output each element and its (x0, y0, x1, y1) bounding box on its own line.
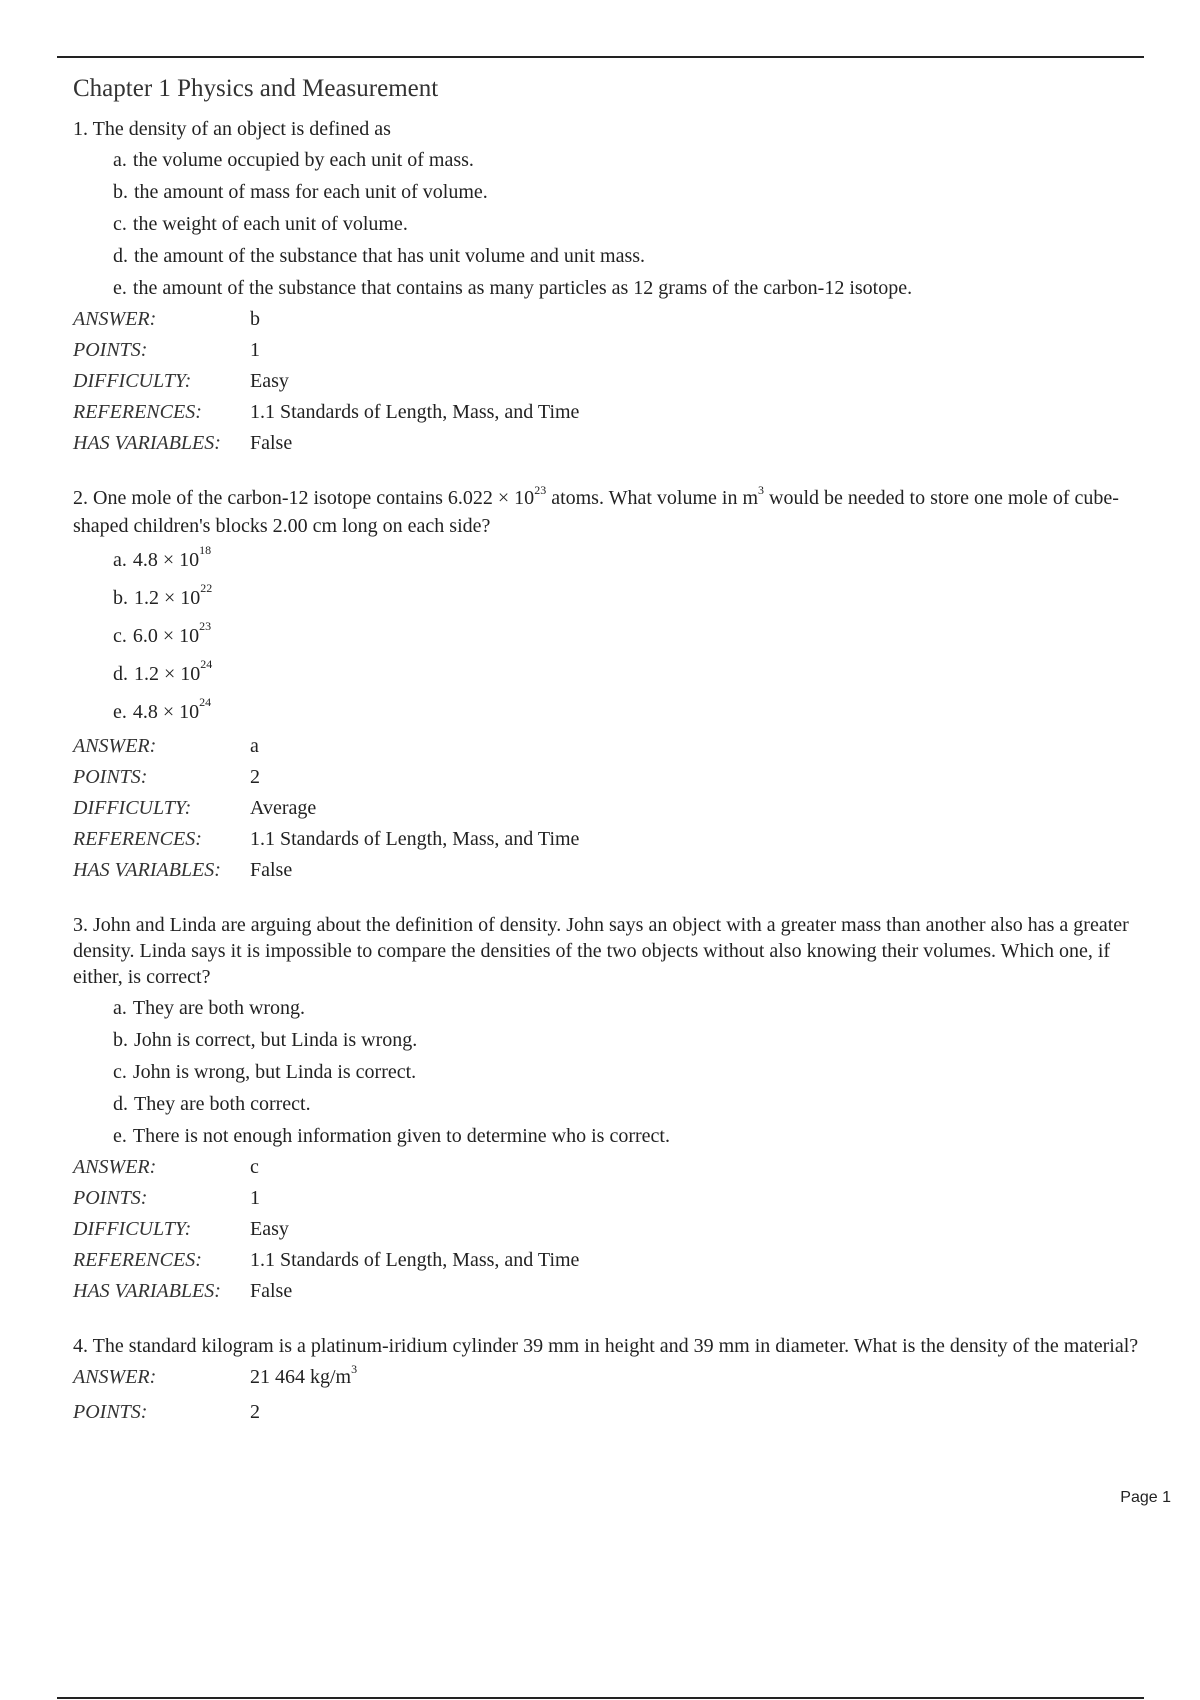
question-1 (73, 116, 1163, 459)
option-letter: c. (113, 213, 127, 235)
has-variables-label: HAS VARIABLES: (73, 859, 221, 881)
option-text: 4.8 × 10 (132, 701, 200, 723)
option-letter: e. (113, 277, 127, 299)
references-value: 1.1 Standards of Length, Mass, and Time (250, 1249, 580, 1271)
option-text: John is correct, but Linda is wrong. (134, 1029, 418, 1051)
exponent: 24 (200, 657, 213, 671)
has-variables-row (73, 428, 1163, 459)
option-d (113, 240, 1163, 272)
option-letter: a. (113, 549, 127, 571)
exponent: 23 (199, 619, 212, 633)
difficulty-label: DIFFICULTY: (73, 370, 192, 392)
references-row (73, 1245, 1163, 1276)
option-text: the volume occupied by each unit of mass. (132, 149, 474, 171)
option-text: They are both correct. (134, 1093, 311, 1115)
has-variables-row (73, 1276, 1163, 1307)
option-c (113, 617, 1163, 655)
exponent: 3 (758, 483, 765, 497)
has-variables-label: HAS VARIABLES: (73, 1280, 221, 1302)
question-2-stem (73, 485, 1163, 539)
points-label: POINTS: (73, 1401, 148, 1423)
option-e (113, 693, 1163, 731)
option-a (113, 541, 1163, 579)
chapter-title: Chapter 1 Physics and Measurement (73, 75, 439, 102)
option-c (113, 1056, 1163, 1088)
difficulty-label: DIFFICULTY: (73, 797, 192, 819)
answer-row (73, 1359, 1163, 1397)
has-variables-row (73, 855, 1163, 886)
option-a (113, 144, 1163, 176)
page-number: Page 1 (1120, 1489, 1171, 1506)
references-value: 1.1 Standards of Length, Mass, and Time (250, 828, 580, 850)
option-text: John is wrong, but Linda is correct. (132, 1061, 417, 1083)
points-row (73, 335, 1163, 366)
has-variables-value: False (250, 859, 293, 881)
option-e (113, 1120, 1163, 1152)
points-label: POINTS: (73, 1187, 148, 1209)
answer-row (73, 731, 1163, 762)
option-d (113, 655, 1163, 693)
option-letter: c. (113, 1061, 127, 1083)
option-d (113, 1088, 1163, 1120)
option-text: the weight of each unit of volume. (132, 213, 408, 235)
option-letter: e. (113, 701, 127, 723)
answer-label: ANSWER: (73, 308, 157, 330)
option-letter: a. (113, 997, 127, 1019)
stem-text: would be needed to store one mole of cube-shaped children's blocks 2.00 cm long on each side? (73, 487, 1119, 537)
exponent: 18 (199, 543, 212, 557)
answer-value: b (250, 308, 260, 330)
stem-text: 2. One mole of the carbon-12 isotope contains 6.022 × 10 (73, 487, 535, 509)
option-letter: d. (113, 663, 128, 685)
references-label: REFERENCES: (73, 828, 202, 850)
points-row (73, 762, 1163, 793)
answer-value: a (250, 735, 259, 757)
difficulty-value: Average (250, 797, 317, 819)
difficulty-row (73, 366, 1163, 397)
option-letter: b. (113, 1029, 128, 1051)
has-variables-label: HAS VARIABLES: (73, 432, 221, 454)
has-variables-value: False (250, 432, 293, 454)
option-c (113, 208, 1163, 240)
option-letter: a. (113, 149, 127, 171)
points-row (73, 1397, 1163, 1428)
exponent: 23 (534, 483, 547, 497)
question-1-options (113, 144, 1163, 304)
option-text: 4.8 × 10 (132, 549, 200, 571)
question-1-stem: 1. The density of an object is defined as (73, 118, 391, 140)
question-2 (73, 485, 1163, 886)
references-row (73, 397, 1163, 428)
difficulty-value: Easy (250, 1218, 289, 1240)
points-value: 1 (250, 1187, 260, 1209)
stem-text: atoms. What volume in m (546, 487, 759, 509)
references-label: REFERENCES: (73, 401, 202, 423)
option-text: There is not enough information given to determine who is correct. (132, 1125, 670, 1147)
answer-value (250, 1359, 357, 1397)
option-letter: b. (113, 181, 128, 203)
references-row (73, 824, 1163, 855)
points-value: 1 (250, 339, 260, 361)
answer-label: ANSWER: (73, 735, 157, 757)
points-value: 2 (250, 766, 260, 788)
option-text: They are both wrong. (132, 997, 306, 1019)
top-rule (57, 56, 1144, 58)
references-value: 1.1 Standards of Length, Mass, and Time (250, 401, 580, 423)
page-content (73, 74, 1163, 1454)
difficulty-row (73, 1214, 1163, 1245)
question-3-stem: 3. John and Linda are arguing about the definition of density. John says an object with a greater mass than another also has a greater density. Linda says it is impossible to compare the densities of the two objects without also knowing their volumes. Which one, if either, is correct? (73, 914, 1129, 988)
points-row (73, 1183, 1163, 1214)
option-a (113, 992, 1163, 1024)
difficulty-label: DIFFICULTY: (73, 1218, 192, 1240)
answer-label: ANSWER: (73, 1366, 157, 1388)
option-b (113, 176, 1163, 208)
question-3 (73, 912, 1163, 1307)
question-4 (73, 1333, 1163, 1428)
exponent: 22 (200, 581, 213, 595)
option-e (113, 272, 1163, 304)
answer-label: ANSWER: (73, 1156, 157, 1178)
option-text: 1.2 × 10 (134, 587, 201, 609)
option-text: the amount of mass for each unit of volume. (134, 181, 488, 203)
difficulty-row (73, 793, 1163, 824)
option-text: 1.2 × 10 (134, 663, 201, 685)
references-label: REFERENCES: (73, 1249, 202, 1271)
option-letter: b. (113, 587, 128, 609)
question-3-options (113, 992, 1163, 1152)
option-letter: c. (113, 625, 127, 647)
bottom-rule (57, 1697, 1144, 1699)
option-b (113, 579, 1163, 617)
option-text: the amount of the substance that contains as many particles as 12 grams of the carbon-12 isotope. (132, 277, 913, 299)
exponent: 24 (199, 695, 212, 709)
difficulty-value: Easy (250, 370, 289, 392)
option-letter: d. (113, 1093, 128, 1115)
option-text: 6.0 × 10 (132, 625, 200, 647)
question-4-stem: 4. The standard kilogram is a platinum-iridium cylinder 39 mm in height and 39 mm in diameter. What is the density of the material? (73, 1335, 1139, 1357)
question-2-options (113, 541, 1163, 731)
exponent: 3 (351, 1362, 358, 1376)
option-text: the amount of the substance that has unit volume and unit mass. (134, 245, 646, 267)
points-label: POINTS: (73, 766, 148, 788)
option-letter: d. (113, 245, 128, 267)
answer-text: 21 464 kg/m (250, 1366, 352, 1388)
option-letter: e. (113, 1125, 127, 1147)
answer-row (73, 304, 1163, 335)
answer-row (73, 1152, 1163, 1183)
answer-value: c (250, 1156, 259, 1178)
has-variables-value: False (250, 1280, 293, 1302)
points-value: 2 (250, 1401, 260, 1423)
points-label: POINTS: (73, 339, 148, 361)
option-b (113, 1024, 1163, 1056)
